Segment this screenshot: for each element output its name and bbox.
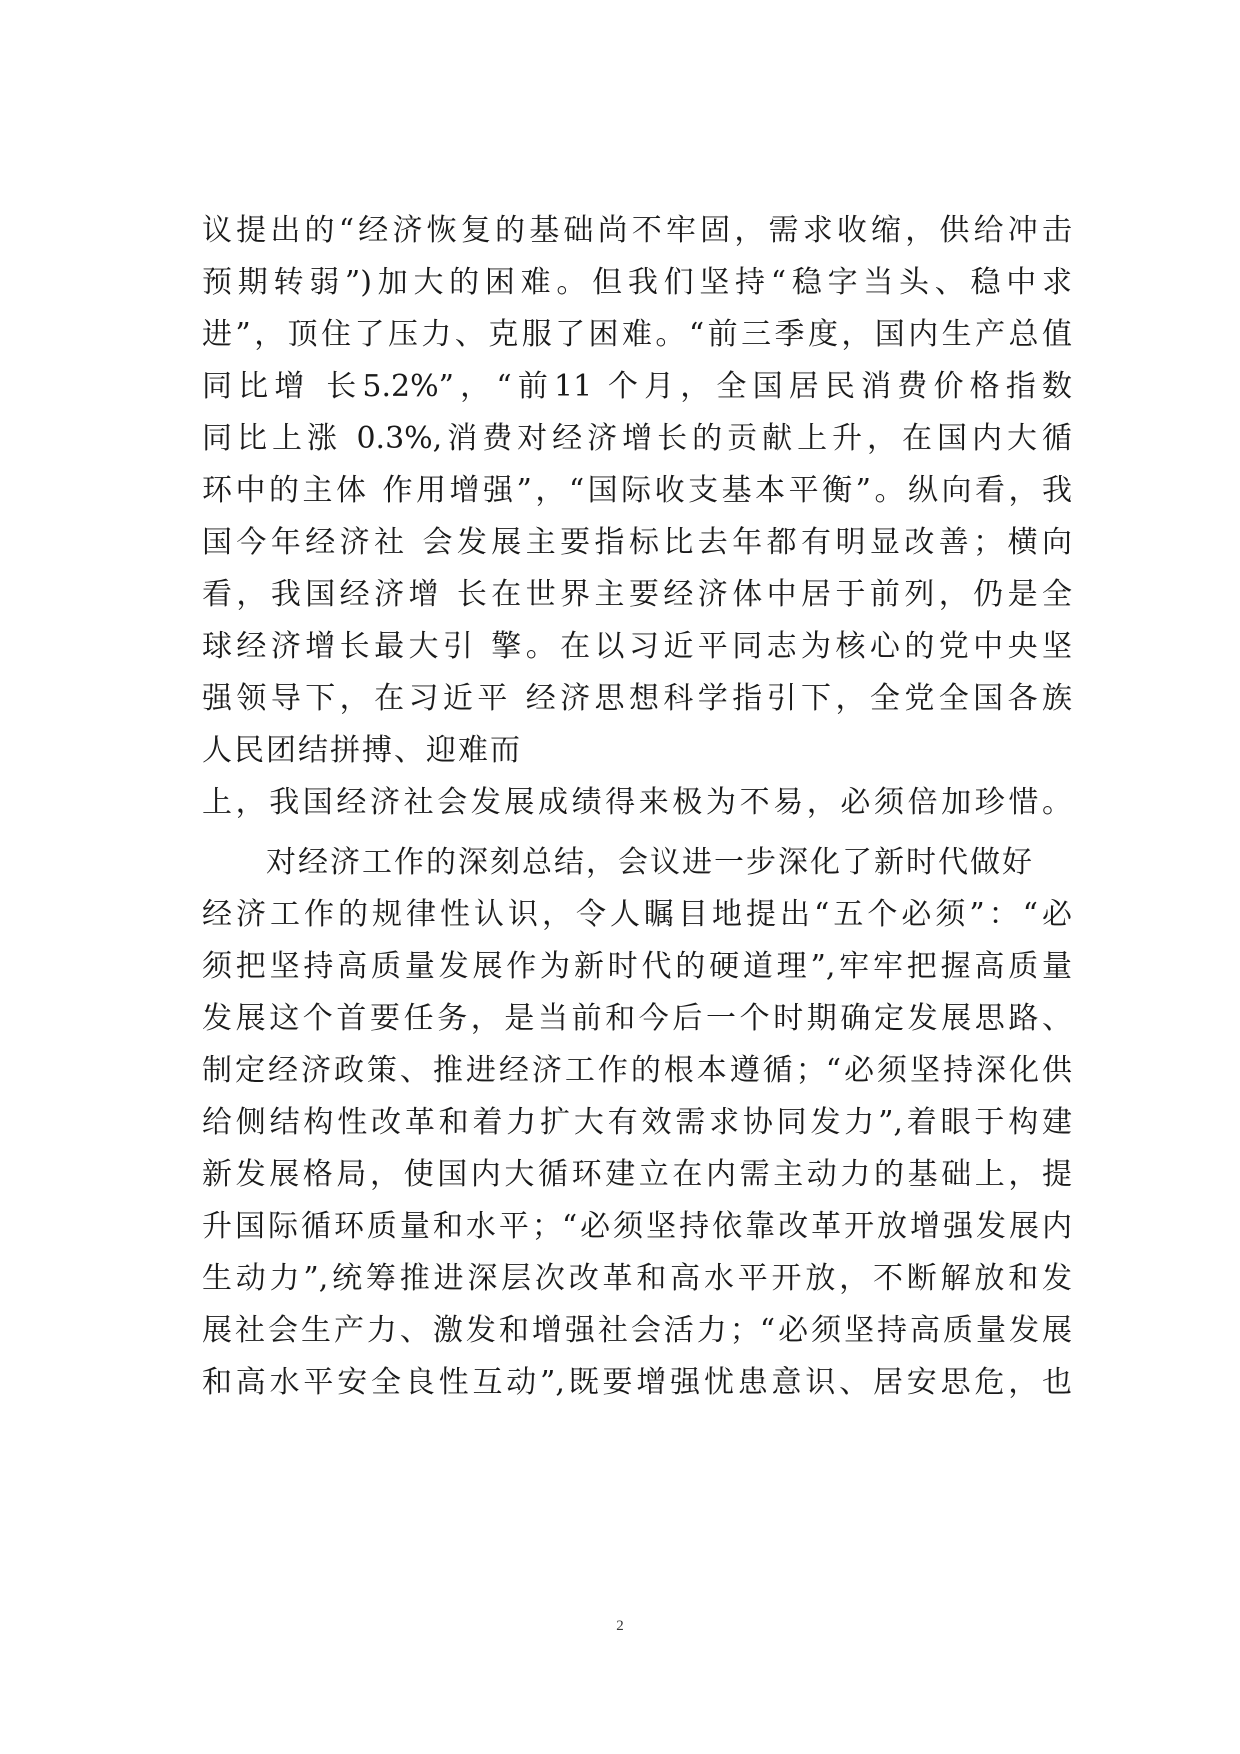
text-line: 强领导下，在习近平 经济思想科学指引下，全党全国各族 [202,681,1072,716]
text-line: 同比增 长5.2%”，“前11 个月，全国居民消费价格指数 [202,369,1072,404]
text-line: 议提出的“经济恢复的基础尚不牢固，需求收缩，供给冲击 [202,213,1072,248]
text-line: 国今年经济社 会发展主要指标比去年都有明显改善；横向 [202,525,1072,560]
text-line: 经济工作的规律性认识，令人瞩目地提出“五个必须”：“必 [202,897,1072,932]
text-line: 制定经济政策、推进经济工作的根本遵循；“必须坚持深化供 [202,1053,1072,1088]
text-line: 和高水平安全良性互动”,既要增强忧患意识、居安思危，也 [202,1365,1072,1400]
body-text [202,205,1072,1409]
text-line: 人民团结拼搏、迎难而 [202,733,522,768]
text-line: 球经济增长最大引 擎。在以习近平同志为核心的党中央坚 [202,629,1072,664]
text-line: 预期转弱”)加大的困难。但我们坚持“稳字当头、稳中求 [202,265,1072,300]
text-line: 升国际循环质量和水平；“必须坚持依靠改革开放增强发展内 [202,1209,1072,1244]
text-line: 发展这个首要任务，是当前和今后一个时期确定发展思路、 [202,1001,1072,1036]
text-line: 进”，顶住了压力、克服了困难。“前三季度，国内生产总值 [202,317,1072,352]
text-line: 环中的主体 作用增强”，“国际收支基本平衡”。纵向看，我 [202,473,1072,508]
page-number: 2 [616,1618,624,1634]
text-line: 看，我国经济增 长在世界主要经济体中居于前列，仍是全 [202,577,1072,612]
text-line: 生动力”,统筹推进深层次改革和高水平开放，不断解放和发 [202,1261,1072,1296]
text-line: 须把坚持高质量发展作为新时代的硬道理”,牢牢把握高质量 [202,949,1072,984]
paragraph-first-line: 对经济工作的深刻总结，会议进一步深化了新时代做好 [202,845,1034,880]
text-line: 新发展格局，使国内大循环建立在内需主动力的基础上，提 [202,1157,1072,1192]
text-line: 给侧结构性改革和着力扩大有效需求协同发力”,着眼于构建 [202,1105,1072,1140]
text-line: 展社会生产力、激发和增强社会活力；“必须坚持高质量发展 [202,1313,1072,1348]
text-line: 上，我国经济社会发展成绩得来极为不易，必须倍加珍惜。 [202,785,1072,820]
text-line: 同比上涨 0.3%,消费对经济增长的贡献上升，在国内大循 [202,421,1072,456]
